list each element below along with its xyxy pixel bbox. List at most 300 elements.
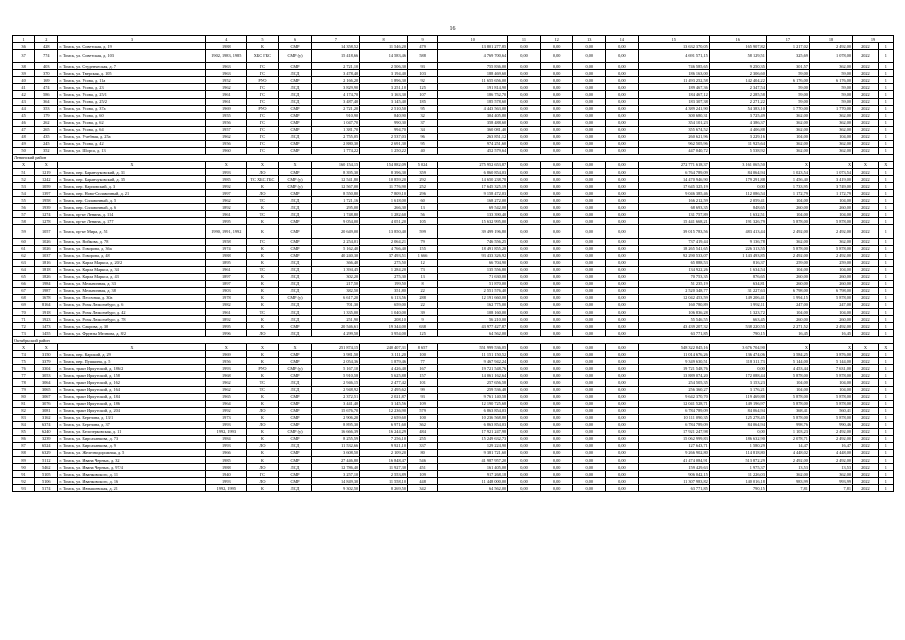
table-cell: 104,00 bbox=[766, 197, 809, 204]
table-cell: 0,00 bbox=[540, 449, 573, 456]
table-cell: 14 849,30 bbox=[312, 478, 360, 485]
table-cell: 104,00 bbox=[766, 133, 809, 140]
table-cell: ГС bbox=[247, 133, 278, 140]
table-cell: 8 bbox=[407, 280, 437, 287]
table-row bbox=[13, 84, 894, 91]
table-cell: 1992, 1993 bbox=[206, 428, 247, 435]
table-cell: 2022 bbox=[853, 91, 879, 98]
table-cell: 104,00 bbox=[766, 266, 809, 273]
table-cell: 7 809,10 bbox=[360, 190, 408, 197]
table-cell: 0,00 bbox=[573, 400, 606, 407]
table-cell: 5 162,40 bbox=[312, 245, 360, 252]
table-cell: Х bbox=[13, 161, 35, 168]
table-cell: 0,00 bbox=[540, 43, 573, 50]
table-cell: 127 643,71 bbox=[638, 442, 709, 449]
table-cell: г. Томск, тракт Иркутский, д. 158 bbox=[58, 372, 206, 379]
table-cell: г. Томск, ул. Мельничная, д. 33 bbox=[58, 280, 206, 287]
table-cell: 5 878,00 bbox=[809, 414, 852, 421]
table-cell: 1278 bbox=[35, 218, 58, 225]
table-cell: 68 bbox=[13, 294, 35, 301]
table-cell: 1969 bbox=[206, 351, 247, 358]
table-cell: 9 158 472,03 bbox=[438, 190, 508, 197]
table-cell: 0,00 bbox=[540, 133, 573, 140]
table-cell: 1 250,22 bbox=[360, 147, 408, 154]
table-cell: 82 bbox=[13, 407, 35, 414]
table-row bbox=[13, 197, 894, 204]
table-cell: 2022 bbox=[853, 105, 879, 112]
table-cell: 6 113,56 bbox=[360, 294, 408, 301]
table-cell: 1956 bbox=[206, 140, 247, 147]
table-cell: 2 372,51 bbox=[312, 393, 360, 400]
table-cell: СМР bbox=[278, 323, 312, 330]
table-cell: 2 492,00 bbox=[809, 43, 852, 50]
table-cell: 1 bbox=[878, 126, 893, 133]
table-cell: 18 491 855,20 bbox=[438, 245, 508, 252]
table-cell: 0,00 bbox=[573, 421, 606, 428]
table-cell: 1 103,23 bbox=[766, 428, 809, 435]
table-cell: 1993 bbox=[206, 442, 247, 449]
table-cell: 0,00 bbox=[540, 393, 573, 400]
table-cell: 1892 bbox=[206, 204, 247, 211]
table-cell: 0,00 bbox=[573, 77, 606, 84]
table-row bbox=[13, 449, 894, 456]
table-cell: 59,00 bbox=[766, 98, 809, 105]
table-cell: ТС bbox=[247, 379, 278, 386]
table-cell: 2022 bbox=[853, 478, 879, 485]
table-cell: г. Томск, ул. Усова, д. 37а bbox=[58, 105, 206, 112]
table-cell: 0,00 bbox=[573, 435, 606, 442]
table-cell: 59,00 bbox=[766, 70, 809, 77]
table-cell: 2022 bbox=[853, 225, 879, 238]
table-row bbox=[13, 309, 894, 316]
table-cell: 7 256,10 bbox=[360, 435, 408, 442]
table-cell: 91 bbox=[13, 471, 35, 478]
table-cell: 11 558,10 bbox=[360, 478, 408, 485]
table-cell: 84 064,94 bbox=[709, 168, 766, 175]
table-cell: 355 674,52 bbox=[638, 126, 709, 133]
table-cell: 6 764 789,09 bbox=[638, 168, 709, 175]
table-row bbox=[13, 112, 894, 119]
table-cell: 77 bbox=[407, 358, 437, 365]
table-cell: 0,00 bbox=[540, 485, 573, 492]
table-cell: 1242 bbox=[35, 176, 58, 183]
table-cell: 1969 bbox=[206, 105, 247, 112]
table-cell: 3 608,50 bbox=[312, 449, 360, 456]
table-cell: 104,00 bbox=[809, 197, 852, 204]
table-cell: 13 889 074,20 bbox=[638, 372, 709, 379]
table-cell: 0,00 bbox=[540, 91, 573, 98]
table-cell: К bbox=[247, 43, 278, 50]
table-cell: К bbox=[247, 316, 278, 323]
table-cell: 3239 bbox=[35, 435, 58, 442]
table-cell: 0,00 bbox=[606, 379, 639, 386]
table-cell: ГС bbox=[247, 140, 278, 147]
table-cell: 0,00 bbox=[606, 105, 639, 112]
table-cell: 5 144,00 bbox=[766, 358, 809, 365]
table-cell: 2022 bbox=[853, 421, 879, 428]
table-cell: 1956 bbox=[206, 358, 247, 365]
table-cell: 40 bbox=[407, 147, 437, 154]
table-cell: 2022 bbox=[853, 211, 879, 218]
table-cell: 2022 bbox=[853, 471, 879, 478]
table-cell: 1 bbox=[878, 471, 893, 478]
table-cell: 994,70 bbox=[360, 126, 408, 133]
table-cell: 13 bbox=[407, 273, 437, 280]
table-cell: 0,00 bbox=[508, 147, 541, 154]
table-cell: 20 546,61 bbox=[312, 323, 360, 330]
table-cell: 1 992,11 bbox=[709, 301, 766, 308]
table-cell: 1 721,16 bbox=[312, 197, 360, 204]
table-cell: 910,90 bbox=[312, 112, 360, 119]
table-cell: 0,00 bbox=[573, 294, 606, 301]
table-cell: 0,00 bbox=[540, 183, 573, 190]
table-cell: 0,00 bbox=[573, 351, 606, 358]
table-cell: ЛСД bbox=[278, 464, 312, 471]
table-cell: 0,00 bbox=[606, 50, 639, 63]
table-cell: 0,00 bbox=[573, 197, 606, 204]
table-cell: 2 553,89 bbox=[360, 471, 408, 478]
table-cell: г. Томск, ул. Усова, д. 25/1 bbox=[58, 91, 206, 98]
table-cell: СМР bbox=[278, 225, 312, 238]
table-cell: СМР bbox=[278, 400, 312, 407]
table-cell: 362,00 bbox=[809, 471, 852, 478]
table-cell: 1059 bbox=[35, 183, 58, 190]
table-cell: г. Томск, тракт Иркутский, д. 162 bbox=[58, 379, 206, 386]
table-cell: 1992 bbox=[206, 183, 247, 190]
table-cell: г. Томск, ул. Советская, д. 103 bbox=[58, 50, 206, 63]
table-cell: 2022 bbox=[853, 77, 879, 84]
table-cell: 0,00 bbox=[606, 407, 639, 414]
table-cell: 1988 bbox=[206, 43, 247, 50]
table-cell: 1 bbox=[878, 316, 893, 323]
table-cell: 551 999 536,05 bbox=[438, 344, 508, 351]
table-cell: 0,00 bbox=[573, 147, 606, 154]
table-cell: 3076 bbox=[35, 400, 58, 407]
table-cell: 84 064,94 bbox=[709, 421, 766, 428]
table-cell: 0,00 bbox=[508, 183, 541, 190]
table-cell: 5 878,00 bbox=[809, 294, 852, 301]
table-cell: 2022 bbox=[853, 379, 879, 386]
table-cell: ЛСД bbox=[278, 386, 312, 393]
table-cell: 5 167,10 bbox=[312, 365, 360, 372]
table-cell: 0,00 bbox=[540, 98, 573, 105]
table-cell: 9 136,78 bbox=[709, 238, 766, 245]
table-row bbox=[13, 386, 894, 393]
table-cell: 2022 bbox=[853, 407, 879, 414]
capital-repair-table bbox=[12, 35, 894, 492]
table-cell: 0,00 bbox=[573, 428, 606, 435]
table-cell: 0,00 bbox=[606, 301, 639, 308]
table-cell: 1 bbox=[878, 478, 893, 485]
table-cell: 129 224,90 bbox=[438, 442, 508, 449]
table-cell: 0,00 bbox=[573, 365, 606, 372]
table-cell: 6 784 789,09 bbox=[638, 407, 709, 414]
table-cell: 162 775,00 bbox=[438, 301, 508, 308]
table-cell: 155 bbox=[407, 245, 437, 252]
table-cell: 0,00 bbox=[606, 63, 639, 70]
table-cell: 1988 bbox=[206, 464, 247, 471]
table-cell: Х bbox=[206, 161, 247, 168]
table-cell: 0,00 bbox=[709, 428, 766, 435]
table-cell: 0,00 bbox=[606, 471, 639, 478]
table-cell: 77 bbox=[13, 372, 35, 379]
table-cell: 1826 bbox=[35, 273, 58, 280]
table-cell: 63 771,85 bbox=[638, 330, 709, 337]
column-number: 1 bbox=[13, 36, 35, 43]
table-cell: 1 bbox=[878, 266, 893, 273]
table-cell: 2022 bbox=[853, 190, 879, 197]
table-cell: 2 492,00 bbox=[766, 225, 809, 238]
table-cell: 3 145,56 bbox=[360, 400, 408, 407]
table-cell: 3 145,40 bbox=[360, 98, 408, 105]
table-cell: К bbox=[247, 245, 278, 252]
column-number: 2 bbox=[35, 36, 58, 43]
table-cell: 12 541,80 bbox=[312, 176, 360, 183]
table-cell: 0,00 bbox=[573, 43, 606, 50]
table-cell: 0,00 bbox=[573, 98, 606, 105]
table-cell: 4 448,02 bbox=[766, 449, 809, 456]
table-cell: 43 977 427,87 bbox=[438, 323, 508, 330]
table-cell: 0,00 bbox=[606, 204, 639, 211]
table-cell: 0,00 bbox=[573, 372, 606, 379]
table-cell: 2 755,05 bbox=[312, 133, 360, 140]
table-cell: 0,00 bbox=[508, 50, 541, 63]
table-cell: 483 413,44 bbox=[709, 225, 766, 238]
table-cell: 9 bbox=[407, 316, 437, 323]
table-cell: 104,00 bbox=[809, 266, 852, 273]
table-cell: 0,00 bbox=[540, 344, 573, 351]
table-cell: 4 769 700,64 bbox=[438, 50, 508, 63]
table-cell: 2 347,54 bbox=[709, 84, 766, 91]
table-cell: 368,41 bbox=[766, 407, 809, 414]
district-header-row bbox=[13, 337, 894, 344]
district-name: Октябрьский район bbox=[13, 337, 894, 344]
table-cell: 1 bbox=[878, 176, 893, 183]
table-cell: 125 bbox=[407, 84, 437, 91]
table-cell: 59,00 bbox=[766, 84, 809, 91]
table-cell: 62 bbox=[13, 252, 35, 259]
table-cell: 49 bbox=[13, 140, 35, 147]
table-cell: 1 896,30 bbox=[360, 77, 408, 84]
table-cell: 2022 bbox=[853, 449, 879, 456]
table-cell: 66 bbox=[13, 280, 35, 287]
table-cell: 2022 bbox=[853, 316, 879, 323]
table-cell: СМР bbox=[278, 449, 312, 456]
table-cell: 1 456,40 bbox=[766, 176, 809, 183]
table-cell: 260 621,96 bbox=[638, 133, 709, 140]
table-cell: 12 041 528,71 bbox=[638, 400, 709, 407]
table-cell: 0,00 bbox=[508, 218, 541, 225]
table-cell: 2 659,60 bbox=[360, 414, 408, 421]
table-cell: 11 226,03 bbox=[709, 471, 766, 478]
table-cell: 2 477,42 bbox=[360, 379, 408, 386]
table-cell: 2022 bbox=[853, 245, 879, 252]
table-cell: 0,00 bbox=[508, 133, 541, 140]
table-cell: 15 632 995,00 bbox=[438, 218, 508, 225]
table-cell: 1 666 bbox=[407, 252, 437, 259]
table-cell: 0,00 bbox=[573, 245, 606, 252]
table-cell: 8 895,30 bbox=[312, 421, 360, 428]
table-cell: 1 770,00 bbox=[766, 105, 809, 112]
table-cell: 0,00 bbox=[540, 161, 573, 168]
table-cell: 2022 bbox=[853, 330, 879, 337]
table-cell: г. Томск, ул. Студенческая, д. 7 bbox=[58, 63, 206, 70]
table-cell: г. Томск, ул. Розы Люксембург, д. 42 bbox=[58, 309, 206, 316]
table-cell: 0,00 bbox=[508, 478, 541, 485]
table-cell: 1 bbox=[878, 252, 893, 259]
table-cell: СМР (у) bbox=[278, 50, 312, 63]
table-cell: 1962 bbox=[206, 133, 247, 140]
table-cell: 0,00 bbox=[540, 457, 573, 464]
table-cell: 19 721 548,76 bbox=[438, 365, 508, 372]
table-cell: 92 bbox=[407, 77, 437, 84]
table-cell: 0,00 bbox=[540, 77, 573, 84]
table-cell: Х bbox=[247, 344, 278, 351]
table-cell: 2022 bbox=[853, 372, 879, 379]
table-cell: ЛСД bbox=[278, 330, 312, 337]
table-cell: 149 196,97 bbox=[709, 400, 766, 407]
table-cell: 1 bbox=[878, 442, 893, 449]
table-cell: 12 bbox=[407, 259, 437, 266]
table-cell: ГС bbox=[247, 112, 278, 119]
table-cell: 140 016,18 bbox=[709, 478, 766, 485]
table-cell: 105 bbox=[407, 218, 437, 225]
table-row bbox=[13, 372, 894, 379]
table-cell: 1987 bbox=[35, 287, 58, 294]
table-cell: ЛСД bbox=[278, 211, 312, 218]
table-cell: 983,99 bbox=[766, 478, 809, 485]
table-cell: 16,47 bbox=[809, 442, 852, 449]
table-cell: 0,00 bbox=[606, 252, 639, 259]
table-cell: 104,00 bbox=[766, 309, 809, 316]
table-cell: 2 054,36 bbox=[312, 358, 360, 365]
table-cell: 2 880,30 bbox=[312, 140, 360, 147]
table-cell: 2022 bbox=[853, 414, 879, 421]
table-cell: 362,00 bbox=[809, 140, 852, 147]
table-cell: г. Томск, пер. Сплавочный, д. 6 bbox=[58, 204, 206, 211]
table-cell: 2022 bbox=[853, 259, 879, 266]
table-cell: 546 bbox=[407, 457, 437, 464]
table-cell: 149 206,41 bbox=[709, 294, 766, 301]
table-cell: ЛСД bbox=[278, 309, 312, 316]
table-cell: 8 395,30 bbox=[312, 168, 360, 175]
table-cell: 0,00 bbox=[606, 273, 639, 280]
table-cell: 0,00 bbox=[573, 344, 606, 351]
table-cell: ЛСД bbox=[278, 273, 312, 280]
table-cell: К bbox=[247, 301, 278, 308]
table-cell: 46 bbox=[13, 119, 35, 126]
table-cell: 69 bbox=[13, 301, 35, 308]
table-cell: 1 748,80 bbox=[312, 211, 360, 218]
table-cell: 0,00 bbox=[540, 218, 573, 225]
table-cell: 3 725,49 bbox=[709, 112, 766, 119]
table-cell: Х bbox=[766, 344, 809, 351]
table-cell: 790,15 bbox=[709, 330, 766, 337]
table-cell: 1 bbox=[878, 43, 893, 50]
table-cell: ЛСД bbox=[278, 259, 312, 266]
table-cell: 13 801 277,85 bbox=[438, 43, 508, 50]
table-cell: 160 154,15 bbox=[312, 161, 360, 168]
table-cell: 1940 bbox=[206, 471, 247, 478]
table-cell: 119 469,88 bbox=[709, 393, 766, 400]
table-cell: 362,00 bbox=[766, 119, 809, 126]
table-cell: 104,00 bbox=[766, 386, 809, 393]
table-row bbox=[13, 77, 894, 84]
table-cell: 0,00 bbox=[573, 464, 606, 471]
table-cell: К bbox=[247, 259, 278, 266]
table-cell: 993,99 bbox=[809, 478, 852, 485]
table-cell: 0,00 bbox=[606, 435, 639, 442]
table-cell: 1985 bbox=[206, 457, 247, 464]
table-cell: 1992, 1995 bbox=[206, 485, 247, 492]
table-cell: 0,00 bbox=[606, 414, 639, 421]
table-cell: 2022 bbox=[853, 43, 879, 50]
table-cell: 1995 bbox=[206, 323, 247, 330]
table-cell: 3379 bbox=[35, 358, 58, 365]
table-cell: 0,00 bbox=[573, 379, 606, 386]
table-cell: 0,00 bbox=[606, 294, 639, 301]
table-cell: 0,00 bbox=[606, 358, 639, 365]
table-cell: 259,00 bbox=[766, 259, 809, 266]
table-cell: г. Томск, ул. Усова, д. 62 bbox=[58, 119, 206, 126]
table-cell: 11 925,64 bbox=[709, 140, 766, 147]
table-cell: 4 453,44 bbox=[766, 365, 809, 372]
table-cell: 1 632,51 bbox=[709, 211, 766, 218]
table-cell: 0,00 bbox=[573, 287, 606, 294]
table-cell: Х bbox=[58, 161, 206, 168]
table-cell: 65 bbox=[13, 273, 35, 280]
table-row bbox=[13, 190, 894, 197]
table-cell: 0,00 bbox=[540, 471, 573, 478]
table-cell: 362,00 bbox=[809, 126, 852, 133]
table-cell: г. Томск, ул. Говорова, д. 36а bbox=[58, 245, 206, 252]
table-cell: 55 bbox=[13, 197, 35, 204]
table-cell: 302,20 bbox=[312, 273, 360, 280]
table-cell: 3 163,30 bbox=[360, 91, 408, 98]
table-cell: 186 163,00 bbox=[638, 70, 709, 77]
table-cell: 0,00 bbox=[573, 161, 606, 168]
table-cell: г. Томск, ул. Советская, д. 19 bbox=[58, 43, 206, 50]
table-cell: 188 469,60 bbox=[438, 70, 508, 77]
table-cell: 6 863 854,03 bbox=[438, 421, 508, 428]
table-cell: 0,00 bbox=[540, 358, 573, 365]
table-cell: 56 bbox=[13, 204, 35, 211]
table-cell: г. Томск, ул. Усова, д. 25/2 bbox=[58, 98, 206, 105]
table-cell: 89 bbox=[13, 457, 35, 464]
table-cell: 80 bbox=[407, 449, 437, 456]
table-cell: 435 bbox=[35, 133, 58, 140]
table-cell: Х bbox=[206, 344, 247, 351]
district-total-row bbox=[13, 161, 894, 168]
table-cell: 18 265 541,65 bbox=[638, 245, 709, 252]
table-cell: 0,00 bbox=[508, 294, 541, 301]
table-cell: 3162 bbox=[35, 414, 58, 421]
table-cell: 3 584,25 bbox=[766, 351, 809, 358]
table-cell: 599 bbox=[407, 225, 437, 238]
table-cell: СМР bbox=[278, 478, 312, 485]
column-number: 10 bbox=[438, 36, 508, 43]
table-cell: 1 bbox=[878, 435, 893, 442]
table-cell: 0,00 bbox=[508, 301, 541, 308]
table-cell: 0,00 bbox=[508, 407, 541, 414]
table-cell: 2022 bbox=[853, 442, 879, 449]
table-cell: 0,00 bbox=[508, 273, 541, 280]
table-cell: 634,81 bbox=[709, 280, 766, 287]
table-cell: г. Томск, тракт Иркутский, д. 186 bbox=[58, 400, 206, 407]
table-cell: 6329 bbox=[35, 449, 58, 456]
table-cell: 64 562,00 bbox=[438, 485, 508, 492]
table-cell: 59,00 bbox=[766, 91, 809, 98]
